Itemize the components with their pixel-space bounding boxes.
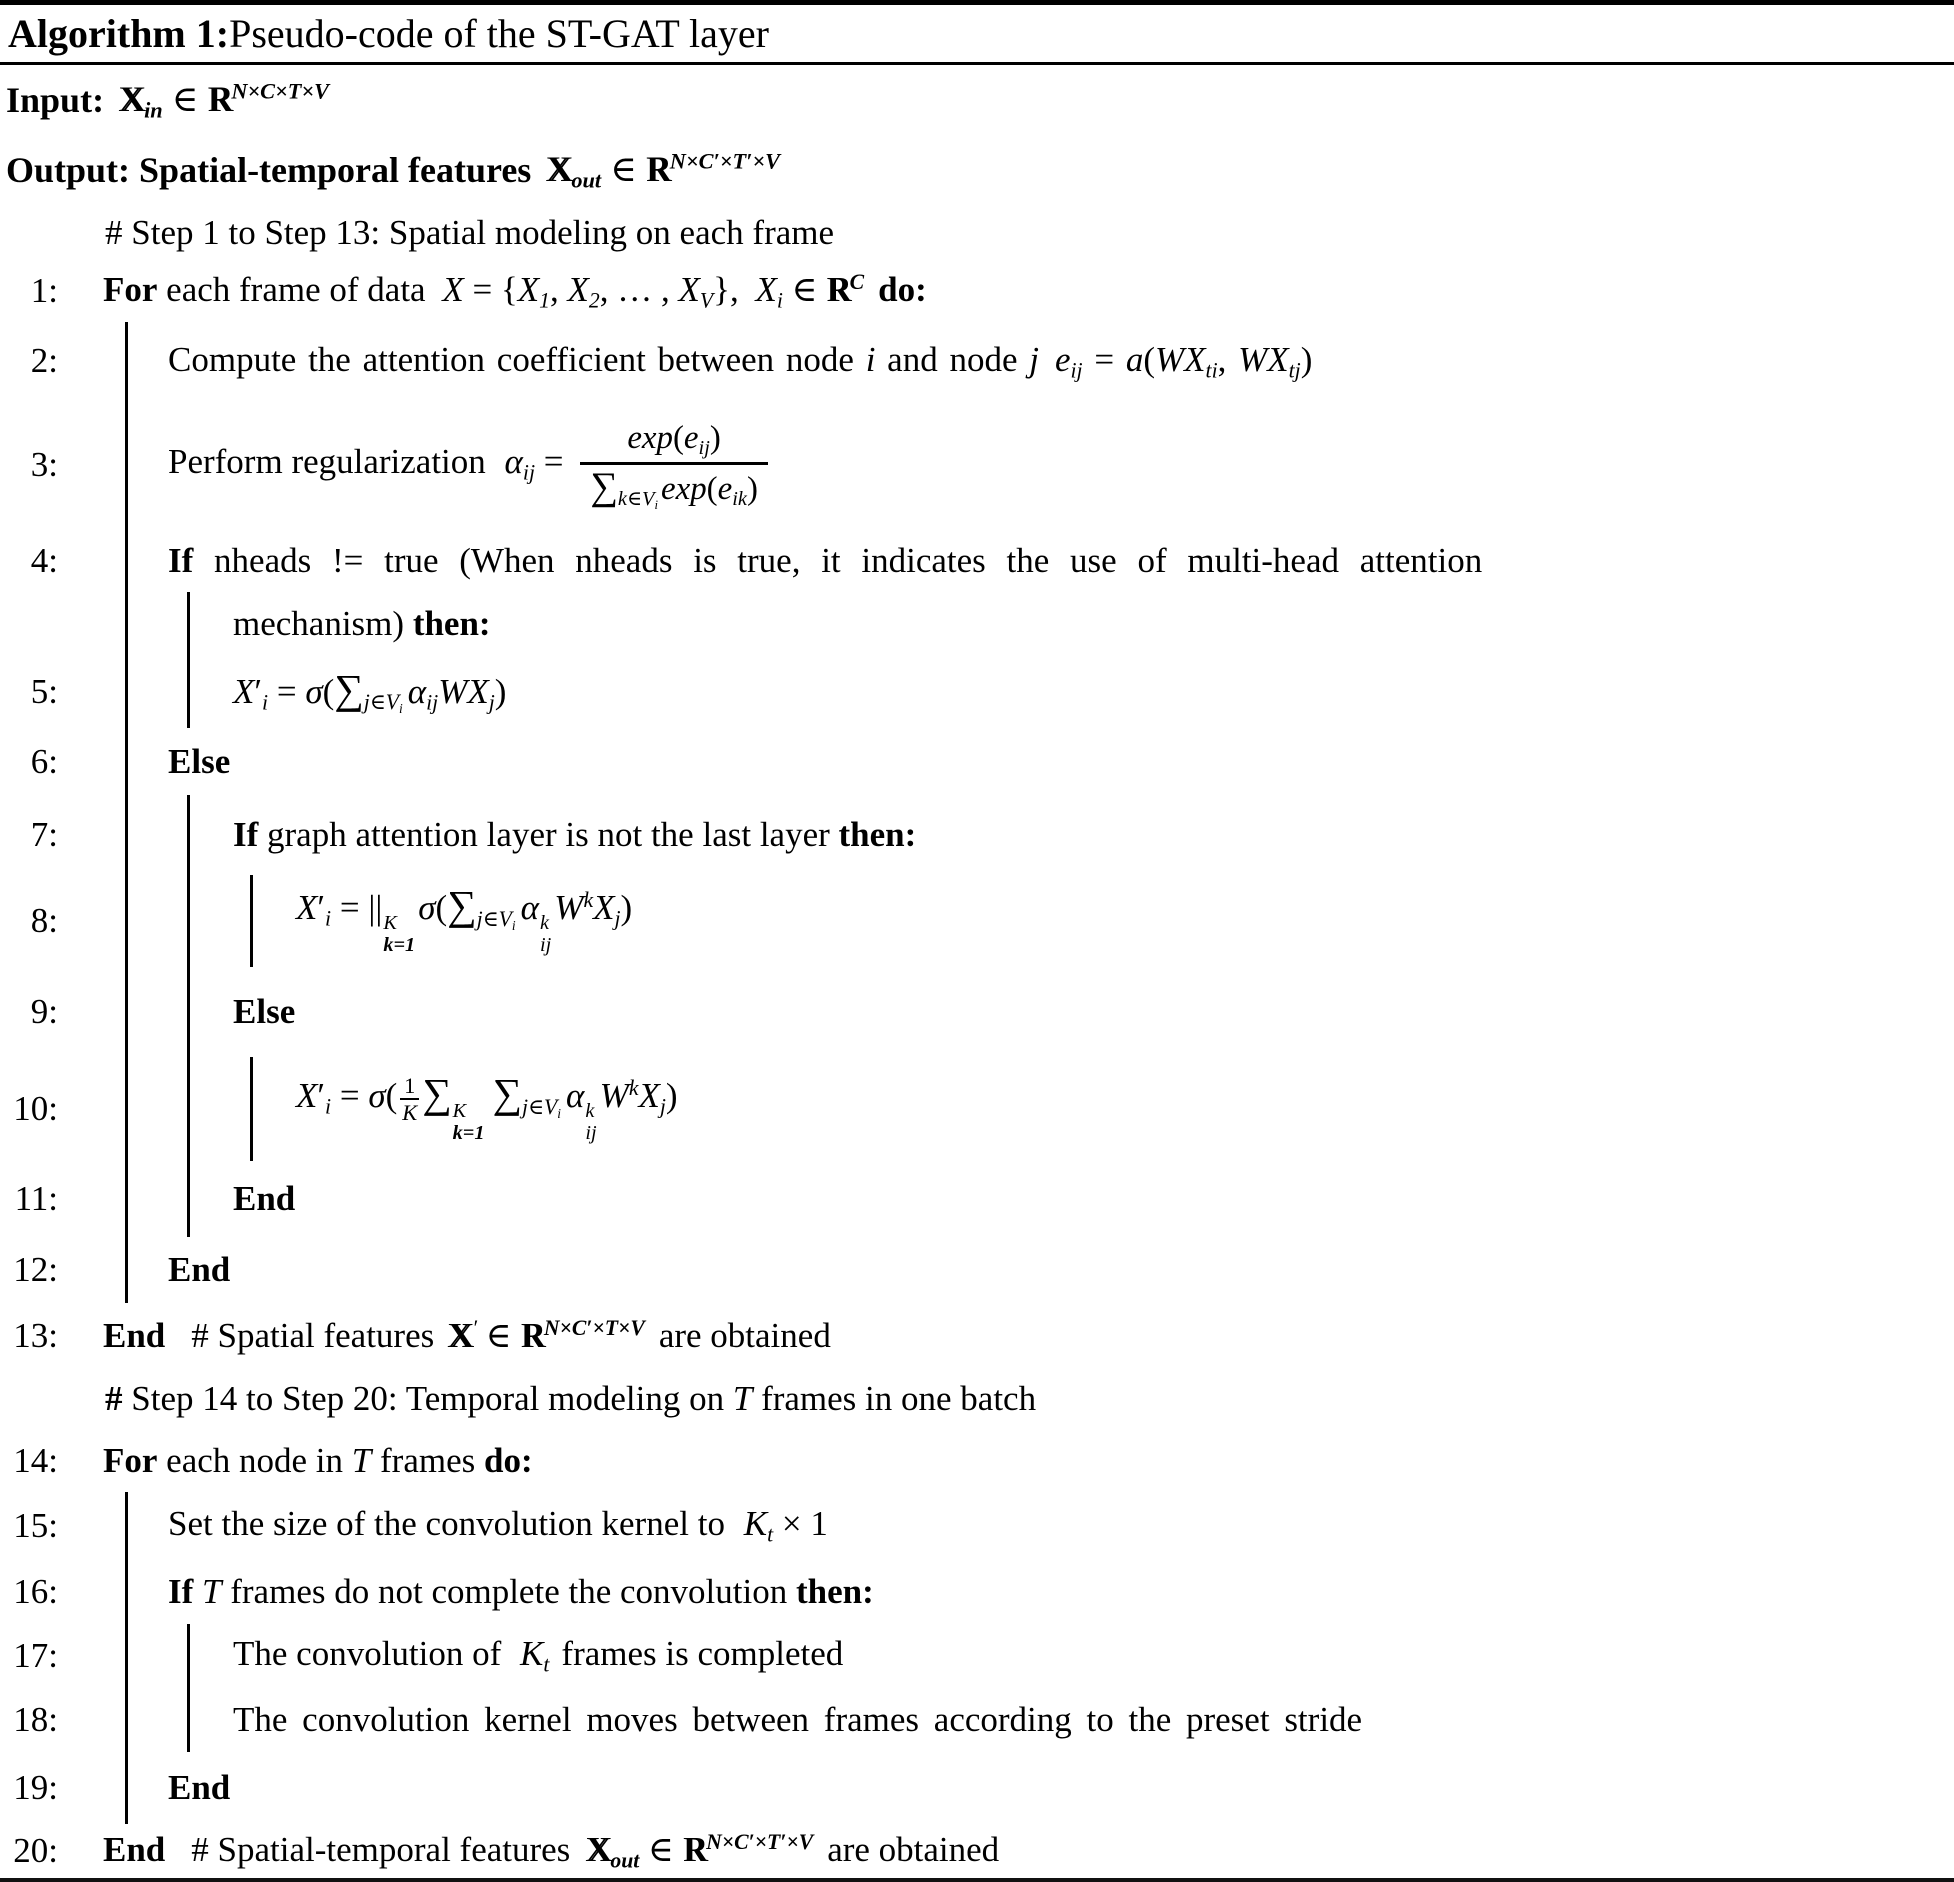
indent-guide <box>125 967 128 1057</box>
line-content: End # Spatial-temporal features X Xout ∈ R $R^{N\times C'\times T'\times V}$ are obtained <box>58 1824 1954 1878</box>
indent-guide <box>187 875 190 967</box>
algo-line-1 <box>0 260 1954 322</box>
output-label: Output: Spatial-temporal features <box>6 150 532 190</box>
algo-line-10 <box>0 1057 1954 1161</box>
line-number: 4: <box>30 541 58 580</box>
indent-guide <box>125 728 128 795</box>
indent-guide <box>125 1492 128 1559</box>
doublestruck-letter: X X <box>447 1316 472 1356</box>
algo-line-aux-0 <box>0 205 1954 260</box>
doublestruck-letter: R R <box>683 1830 706 1870</box>
line-content: X′i = || K k=1 σ(∑j∈Vi α k ij $W^kXj$) <box>58 875 1954 967</box>
indent-guide <box>187 795 190 875</box>
indent-guide <box>125 795 128 875</box>
indent-guide <box>125 1057 128 1161</box>
line-content: X′i = σ( $\frac{1}{K}$ ∑ K k=1 ∑j∈Vi α k ij $W^kXj$) <box>58 1057 1954 1161</box>
indent-guide <box>125 592 128 656</box>
indent-guide <box>187 967 190 1057</box>
indent-guide <box>125 1161 128 1237</box>
line-content: End # Spatial features X X′ ∈ R $R^{N\times C'\times T\times V}$ are obtained <box>58 1303 1954 1369</box>
indent-guide <box>187 1687 190 1752</box>
algo-line-19 <box>0 1752 1954 1824</box>
input-label: Input: <box>6 80 105 120</box>
line-content: # Step 1 to Step 13: Spatial modeling on each frame <box>105 212 835 252</box>
bottom-rule <box>0 1878 1954 1882</box>
output-row <box>0 135 1954 205</box>
line-number: 5: <box>30 672 58 711</box>
indent-guide <box>187 592 190 656</box>
line-number: 8: <box>30 901 58 940</box>
line-number: 16: <box>13 1571 58 1611</box>
line-number: 11: <box>14 1179 58 1218</box>
algo-line-18 <box>0 1687 1954 1752</box>
algo-line-aux-5 <box>0 592 1954 656</box>
doublestruck-letter: R R <box>646 148 670 190</box>
line-number: 19: <box>13 1768 58 1807</box>
indent-guide <box>125 656 128 728</box>
indent-guide <box>125 1624 128 1687</box>
line-content: End <box>58 1161 1954 1237</box>
line-number: 12: <box>13 1250 58 1289</box>
doublestruck-letter: X X <box>118 78 144 120</box>
line-content: For each node in T frames do: <box>103 1440 533 1480</box>
line-content: The convolution kernel moves between frames according to the preset stride <box>58 1687 1954 1752</box>
indent-guide <box>125 875 128 967</box>
algo-line-8 <box>0 875 1954 967</box>
line-number: 20: <box>13 1831 58 1870</box>
doublestruck-letter: R R <box>207 78 231 120</box>
line-content: Set the size of the convolution kernel to Kt × 1 <box>58 1492 1954 1559</box>
line-content: Else <box>58 967 1954 1057</box>
doublestruck-letter: R R <box>520 1316 543 1356</box>
line-content: End <box>58 1237 1954 1303</box>
output-math: X Xout ∈ R $R^{N\times C'\times T'\times V}$ <box>545 148 780 192</box>
doublestruck-letter: R R <box>826 270 849 310</box>
algo-line-12 <box>0 1237 1954 1303</box>
line-content: The convolution of Kt frames is completed <box>58 1624 1954 1687</box>
algo-line-16 <box>0 1559 1954 1624</box>
algo-line-17 <box>0 1624 1954 1687</box>
line-content: Else <box>58 728 1954 795</box>
input-math: X Xin ∈ R $R^{N\times C\times T\times V}$ <box>118 78 329 122</box>
indent-guide <box>125 1752 128 1824</box>
line-content: If T frames do not complete the convolution then: <box>58 1559 1954 1624</box>
indent-guide <box>125 1237 128 1303</box>
line-content: For each frame of data X = {X1, X2, … , XV}, Xi ∈ R $R^C$ do: <box>58 260 1954 322</box>
algo-line-15 <box>0 1492 1954 1559</box>
algo-line-14 <box>0 1429 1954 1492</box>
algo-line-3 <box>0 400 1954 530</box>
algo-line-20 <box>0 1824 1954 1878</box>
indent-guide <box>250 875 253 967</box>
line-number: 2: <box>30 341 58 380</box>
algo-line-5 <box>0 656 1954 728</box>
input-row <box>0 65 1954 135</box>
indent-guide <box>250 1057 253 1161</box>
line-content: If graph attention layer is not the last layer then: <box>58 795 1954 875</box>
algorithm-body <box>0 205 1954 1878</box>
algo-line-2 <box>0 322 1954 400</box>
indent-guide <box>187 1057 190 1161</box>
line-number: 1: <box>30 271 58 310</box>
line-number: 10: <box>13 1089 58 1128</box>
line-number: 7: <box>30 815 58 854</box>
indent-guide <box>187 1624 190 1687</box>
doublestruck-letter: X X <box>545 148 571 190</box>
line-number: 13: <box>13 1316 58 1355</box>
line-number: 14: <box>13 1440 58 1480</box>
algorithm-title-text: Pseudo-code of the ST-GAT layer <box>229 11 769 56</box>
line-number: 9: <box>30 992 58 1031</box>
line-number: 3: <box>30 445 58 484</box>
indent-guide <box>187 656 190 728</box>
line-content: # Step 14 to Step 20: Temporal modeling on T frames in one batch <box>105 1379 1037 1418</box>
line-content: Compute the attention coefficient between node i and node j eij = a(WXti, WXtj) <box>58 322 1954 400</box>
line-number: 17: <box>13 1635 58 1675</box>
line-content: If nheads != true (When nheads is true, it indicates the use of multi-head attention <box>58 530 1954 592</box>
indent-guide <box>187 1161 190 1237</box>
algo-line-4 <box>0 530 1954 592</box>
line-content: End <box>58 1752 1954 1824</box>
line-content: Perform regularization αij = $\frac{\text{exp(eij)}}{\text{∑k∈Viexp(eik)}}$ <box>58 400 1954 530</box>
line-number: 15: <box>13 1505 58 1545</box>
algo-line-13 <box>0 1303 1954 1369</box>
algorithm-title <box>0 5 1954 62</box>
line-content: X′i = σ(∑j∈Vi αijWXj) <box>58 656 1954 728</box>
line-number: 6: <box>30 741 58 781</box>
doublestruck-letter: X X <box>585 1830 610 1870</box>
algorithm-title-label: Algorithm 1: <box>8 11 230 56</box>
indent-guide <box>125 1559 128 1624</box>
indent-guide <box>125 322 128 400</box>
algo-line-9 <box>0 967 1954 1057</box>
line-number: 18: <box>13 1699 58 1739</box>
algo-line-aux-15 <box>0 1369 1954 1429</box>
algo-line-11 <box>0 1161 1954 1237</box>
line-content: mechanism) then: <box>58 592 1954 656</box>
indent-guide <box>125 400 128 530</box>
indent-guide <box>125 1687 128 1752</box>
algo-line-7 <box>0 795 1954 875</box>
algo-line-6 <box>0 728 1954 795</box>
indent-guide <box>125 530 128 592</box>
